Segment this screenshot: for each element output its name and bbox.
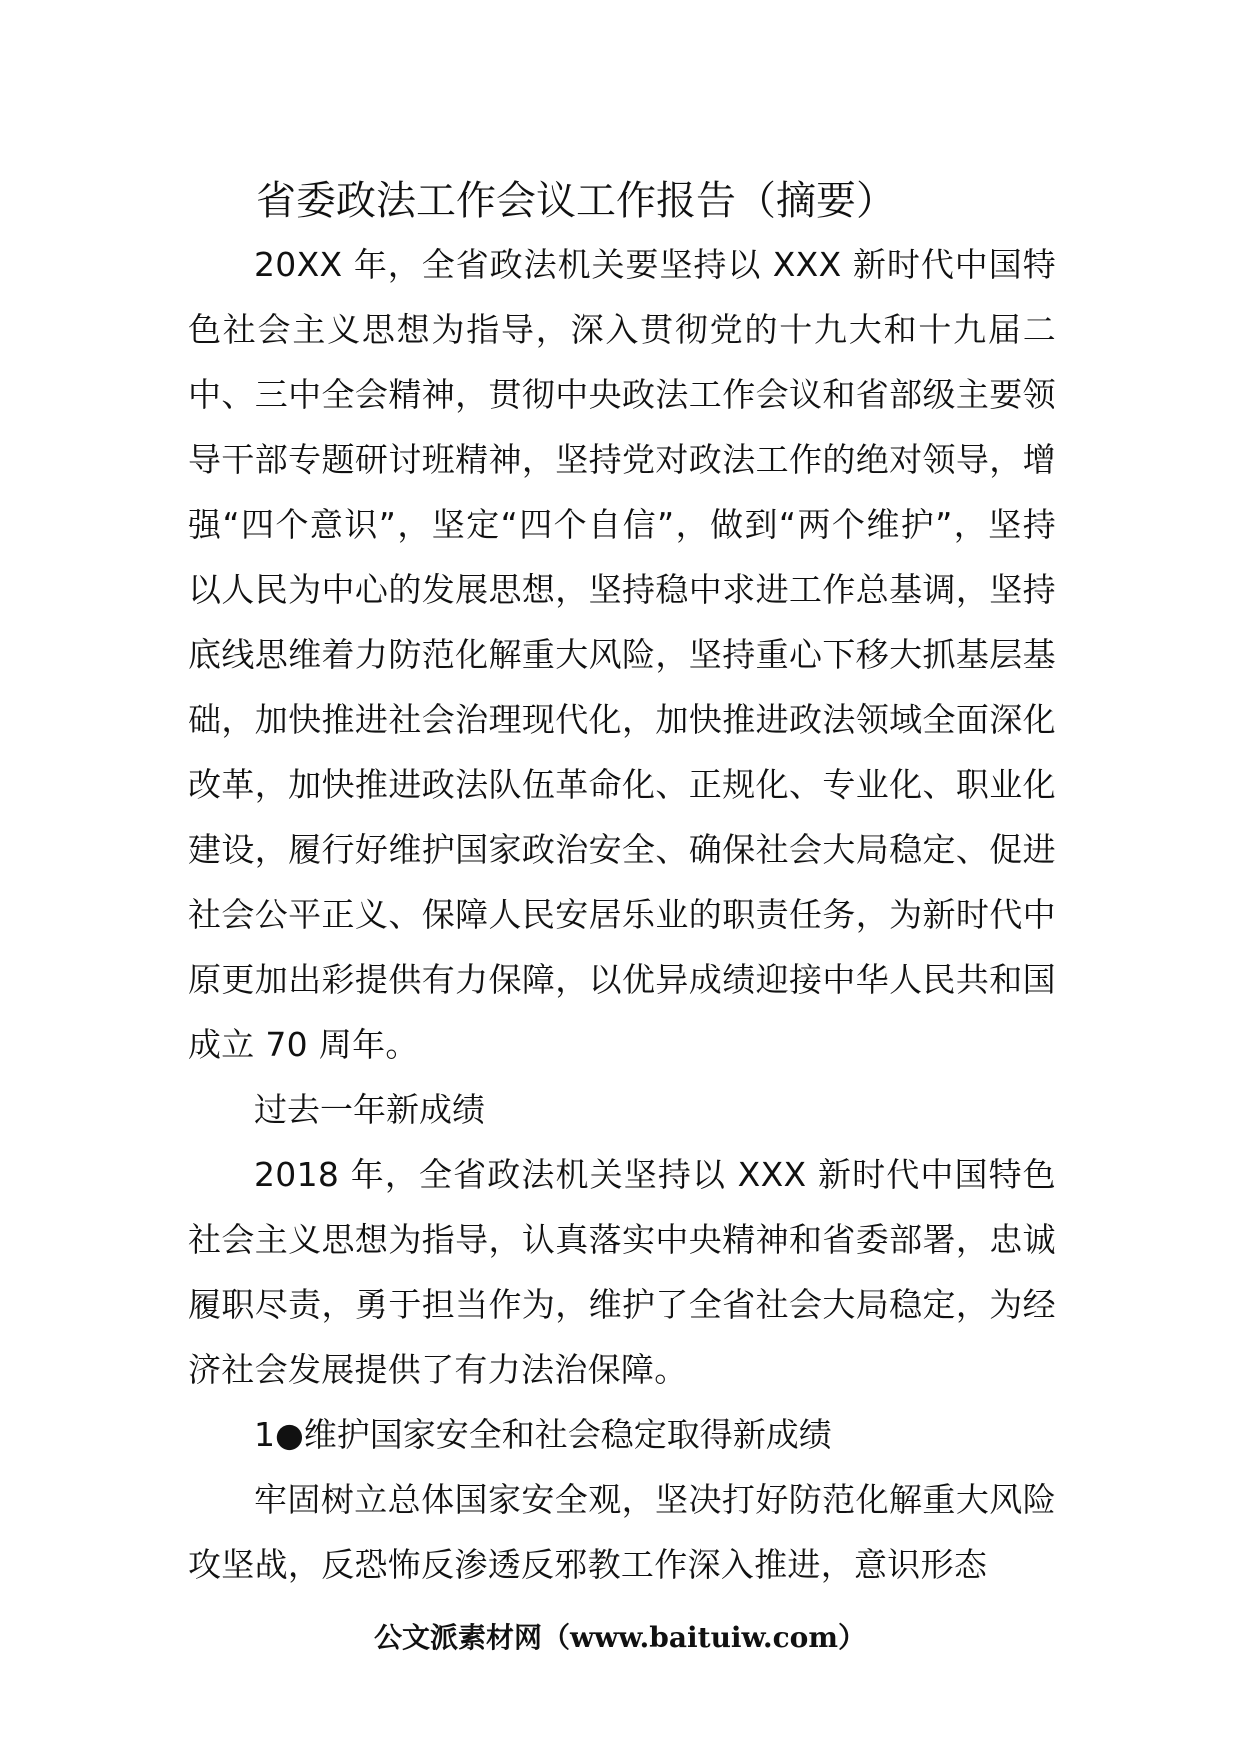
paragraph-2018: 2018 年，全省政法机关坚持以 XXX 新时代中国特色社会主义思想为指导，认真落实中央精神和省委部署，忠诚履职尽责，勇于担当作为，维护了全省社会大局稳定，为经济社会发展提供了有力法治保障。 bbox=[188, 1155, 1056, 1389]
paragraph-security: 牢固树立总体国家安全观，坚决打好防范化解重大风险攻坚战，反恐怖反渗透反邪教工作深入推进，意识形态 bbox=[188, 1480, 1056, 1584]
paragraph-intro: 20XX 年，全省政法机关要坚持以 XXX 新时代中国特色社会主义思想为指导，深入贯彻党的十九大和十九届二中、三中全会精神，贯彻中央政法工作会议和省部级主要领导干部专题研讨班精神，坚持党对政法工作的绝对领导，增强“四个意识”，坚定“四个自信”，做到“两个维护”，坚持以人民为中心的发展思想，坚持稳中求进工作总基调，坚持底线思维着力防范化解重大风险，坚持重心下移大抓基层基础，加快推进社会治理现代化，加快推进政法领域全面深化改革，加快推进政法队伍革命化、正规化、专业化、职业化建设，履行好维护国家政治安全、确保社会大局稳定、促进社会公平正义、保障人民安居乐业的职责任务，为新时代中原更加出彩提供有力保障，以优异成绩迎接中华人民共和国成立 70 周年。 bbox=[188, 245, 1056, 1064]
subsection-heading: 1●维护国家安全和社会稳定取得新成绩 bbox=[254, 1415, 832, 1454]
document-title: 省委政法工作会议工作报告（摘要） bbox=[256, 178, 896, 224]
section-heading: 过去一年新成绩 bbox=[254, 1090, 485, 1129]
footer-watermark: 公文派素材网（www.baituiw.com） bbox=[374, 1621, 866, 1654]
document-body bbox=[188, 232, 1056, 1597]
